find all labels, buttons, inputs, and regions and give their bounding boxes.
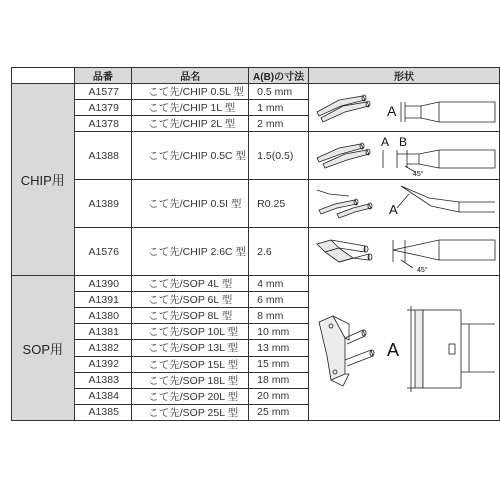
- product-dimension: 18 mm: [249, 372, 309, 388]
- product-dimension: 4 mm: [249, 276, 309, 292]
- product-code: A1382: [74, 340, 132, 356]
- product-dimension: 6 mm: [249, 292, 309, 308]
- product-code: A1392: [74, 356, 132, 372]
- chip-l-tip-drawing: [309, 86, 499, 130]
- sop-tip-drawing: [309, 276, 499, 420]
- product-name: こて先/SOP 8L 型: [132, 308, 249, 324]
- product-code: A1391: [74, 292, 132, 308]
- product-name: こて先/CHIP 0.5C 型: [132, 132, 249, 180]
- product-name: こて先/SOP 25L 型: [132, 404, 249, 420]
- product-dimension: 1.5(0.5): [249, 132, 309, 180]
- product-name: こて先/SOP 15L 型: [132, 356, 249, 372]
- header-code: 品番: [74, 68, 132, 84]
- label-a: A: [386, 340, 399, 360]
- header-row: [12, 68, 500, 84]
- product-code: A1385: [74, 404, 132, 420]
- shape-chip-0-5i: [308, 180, 499, 228]
- product-code: A1576: [74, 228, 132, 276]
- product-dimension: 2.6: [249, 228, 309, 276]
- product-dimension: 8 mm: [249, 308, 309, 324]
- table-row: [12, 132, 500, 180]
- chip-2-6c-tip-drawing: [309, 228, 499, 275]
- product-dimension: 10 mm: [249, 324, 309, 340]
- shape-chip-l: [308, 84, 499, 132]
- product-name: こて先/SOP 18L 型: [132, 372, 249, 388]
- product-name: こて先/SOP 13L 型: [132, 340, 249, 356]
- product-name: こて先/CHIP 0.5I 型: [132, 180, 249, 228]
- product-dimension: 20 mm: [249, 388, 309, 404]
- label-a: A: [380, 135, 389, 149]
- product-name: こて先/CHIP 2L 型: [132, 116, 249, 132]
- tip-spec-table: [11, 67, 500, 421]
- label-b: B: [398, 135, 407, 149]
- product-dimension: 2 mm: [249, 116, 309, 132]
- table-row: [12, 276, 500, 292]
- product-name: こて先/SOP 20L 型: [132, 388, 249, 404]
- product-dimension: R0.25: [249, 180, 309, 228]
- product-name: こて先/SOP 10L 型: [132, 324, 249, 340]
- product-name: こて先/CHIP 2.6C 型: [132, 228, 249, 276]
- label-a: A: [386, 102, 397, 119]
- chip-0-5c-tip-drawing: [309, 132, 499, 179]
- product-code: A1390: [74, 276, 132, 292]
- product-name: こて先/CHIP 0.5L 型: [132, 84, 249, 100]
- product-name: こて先/CHIP 1L 型: [132, 100, 249, 116]
- product-code: A1378: [74, 116, 132, 132]
- shape-sop: [308, 276, 499, 421]
- product-name: こて先/SOP 6L 型: [132, 292, 249, 308]
- shape-chip-2-6c: [308, 228, 499, 276]
- product-dimension: 15 mm: [249, 356, 309, 372]
- product-code: A1379: [74, 100, 132, 116]
- header-dimension: A(B)の寸法: [249, 68, 309, 84]
- table-row: [12, 228, 500, 276]
- product-code: A1577: [74, 84, 132, 100]
- group-label-sop: SOP用: [12, 276, 75, 421]
- table-row: [12, 84, 500, 100]
- product-name: こて先/SOP 4L 型: [132, 276, 249, 292]
- label-a: A: [388, 202, 398, 217]
- product-dimension: 13 mm: [249, 340, 309, 356]
- header-shape: 形状: [308, 68, 499, 84]
- group-label-chip: CHIP用: [12, 84, 75, 276]
- product-dimension: 1 mm: [249, 100, 309, 116]
- product-dimension: 25 mm: [249, 404, 309, 420]
- product-code: A1383: [74, 372, 132, 388]
- product-dimension: 0.5 mm: [249, 84, 309, 100]
- chip-0-5i-tip-drawing: [309, 180, 499, 227]
- product-code: A1381: [74, 324, 132, 340]
- table-row: [12, 180, 500, 228]
- shape-chip-0-5c: [308, 132, 499, 180]
- label-angle: 45°: [416, 267, 428, 274]
- product-code: A1384: [74, 388, 132, 404]
- label-angle: 45°: [412, 171, 424, 178]
- product-code: A1388: [74, 132, 132, 180]
- product-code: A1389: [74, 180, 132, 228]
- header-blank-cell: [12, 68, 75, 84]
- product-code: A1380: [74, 308, 132, 324]
- header-name: 品名: [132, 68, 249, 84]
